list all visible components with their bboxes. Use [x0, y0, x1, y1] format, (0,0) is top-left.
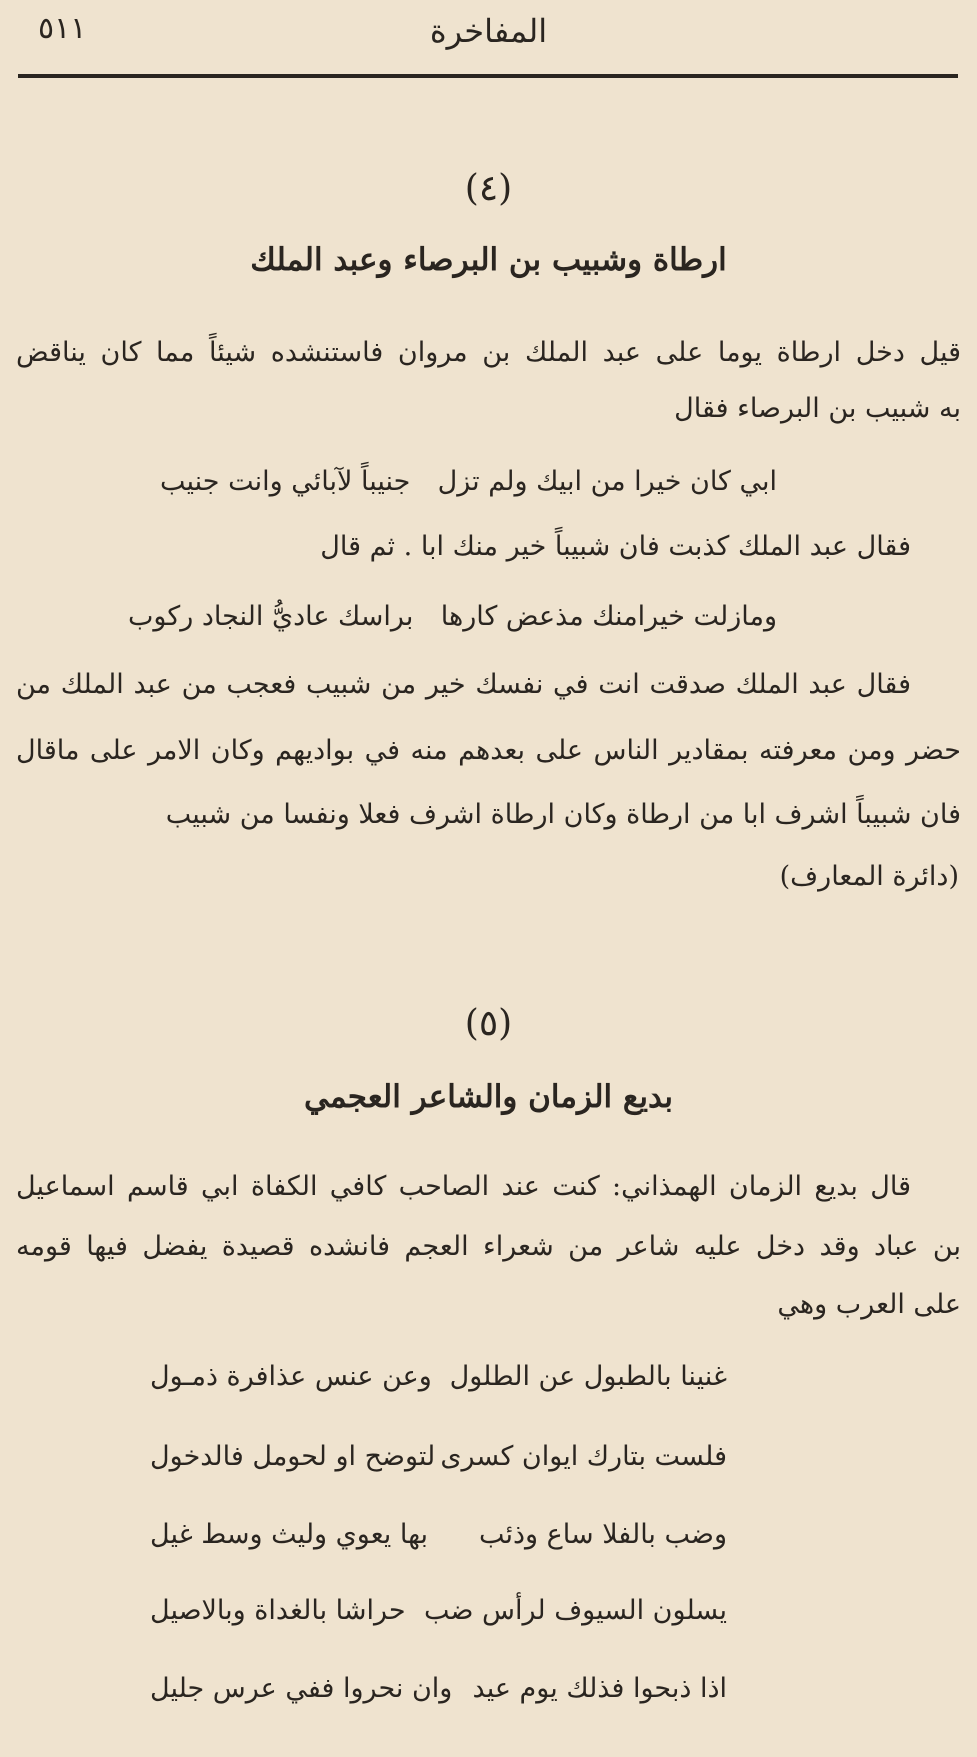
verse-hemistich-first: غنينا بالطبول عن الطلول [449, 1361, 727, 1392]
verse-hemistich-second: بها يعوي وليث وسط غيل [150, 1519, 429, 1550]
verse-hemistich-second: لتوضح او لحومل فالدخول [150, 1441, 436, 1472]
paragraph-line: على العرب وهي [777, 1289, 961, 1320]
section-5-title: بديع الزمان والشاعر العجمي [304, 1079, 673, 1115]
section-4-title: ارطاة وشبيب بن البرصاء وعبد الملك [250, 242, 727, 278]
verse-hemistich-second: جنيباً لآبائي وانت جنيب [160, 466, 411, 497]
verse-hemistich-first: اذا ذبحوا فذلك يوم عيد [472, 1673, 727, 1704]
verse-hemistich-first: فلست بتارك ايوان كسرى [440, 1441, 727, 1472]
paragraph-line: بن عباد وقد دخل عليه شاعر من شعراء العجم فانشده قصيدة يفضل فيها قومه [16, 1231, 961, 1262]
section-4-number: (٤) [464, 168, 513, 209]
verse-hemistich-second: براسك عاديُّ النجاد ركوب [128, 601, 414, 632]
paragraph-line: به شبيب بن البرصاء فقال [674, 393, 961, 424]
verse-hemistich-second: وعن عنس عذافرة ذمـول [150, 1361, 432, 1392]
paragraph-line: فان شبيباً اشرف ابا من ارطاة وكان ارطاة اشرف فعلا ونفسا من شبيب [165, 799, 961, 830]
paragraph-line: قيل دخل ارطاة يوما على عبد الملك بن مروان فاستنشده شيئاً مما كان يناقض [16, 337, 961, 368]
verse-hemistich-first: يسلون السيوف لرأس ضب [424, 1595, 727, 1626]
verse-hemistich-second: وان نحروا ففي عرس جليل [150, 1673, 453, 1704]
verse-hemistich-first: ومازلت خيرامنك مذعض كارها [440, 601, 777, 632]
paragraph-line: حضر ومن معرفته بمقادير الناس على بعدهم منه في بواديهم وكان الامر على ماقال [16, 735, 961, 766]
section-5-number: (٥) [464, 1003, 513, 1044]
verse-hemistich-second: حراشا بالغداة وبالاصيل [150, 1595, 406, 1626]
header-rule [18, 74, 958, 78]
paragraph-line: فقال عبد الملك صدقت انت في نفسك خير من شبيب فعجب من عبد الملك من [16, 669, 911, 700]
source-citation: (دائرة المعارف) [779, 861, 959, 892]
paragraph-line: فقال عبد الملك كذبت فان شبيباً خير منك ابا . ثم قال [320, 531, 911, 562]
verse-hemistich-first: وضب بالفلا ساع وذئب [478, 1519, 727, 1550]
verse-hemistich-first: ابي كان خيرا من ابيك ولم تزل [437, 466, 777, 497]
running-title: المفاخرة [429, 12, 548, 50]
paragraph-line: قال بديع الزمان الهمذاني: كنت عند الصاحب كافي الكفاة ابي قاسم اسماعيل [16, 1171, 911, 1202]
page-number: ٥١١ [38, 11, 87, 46]
